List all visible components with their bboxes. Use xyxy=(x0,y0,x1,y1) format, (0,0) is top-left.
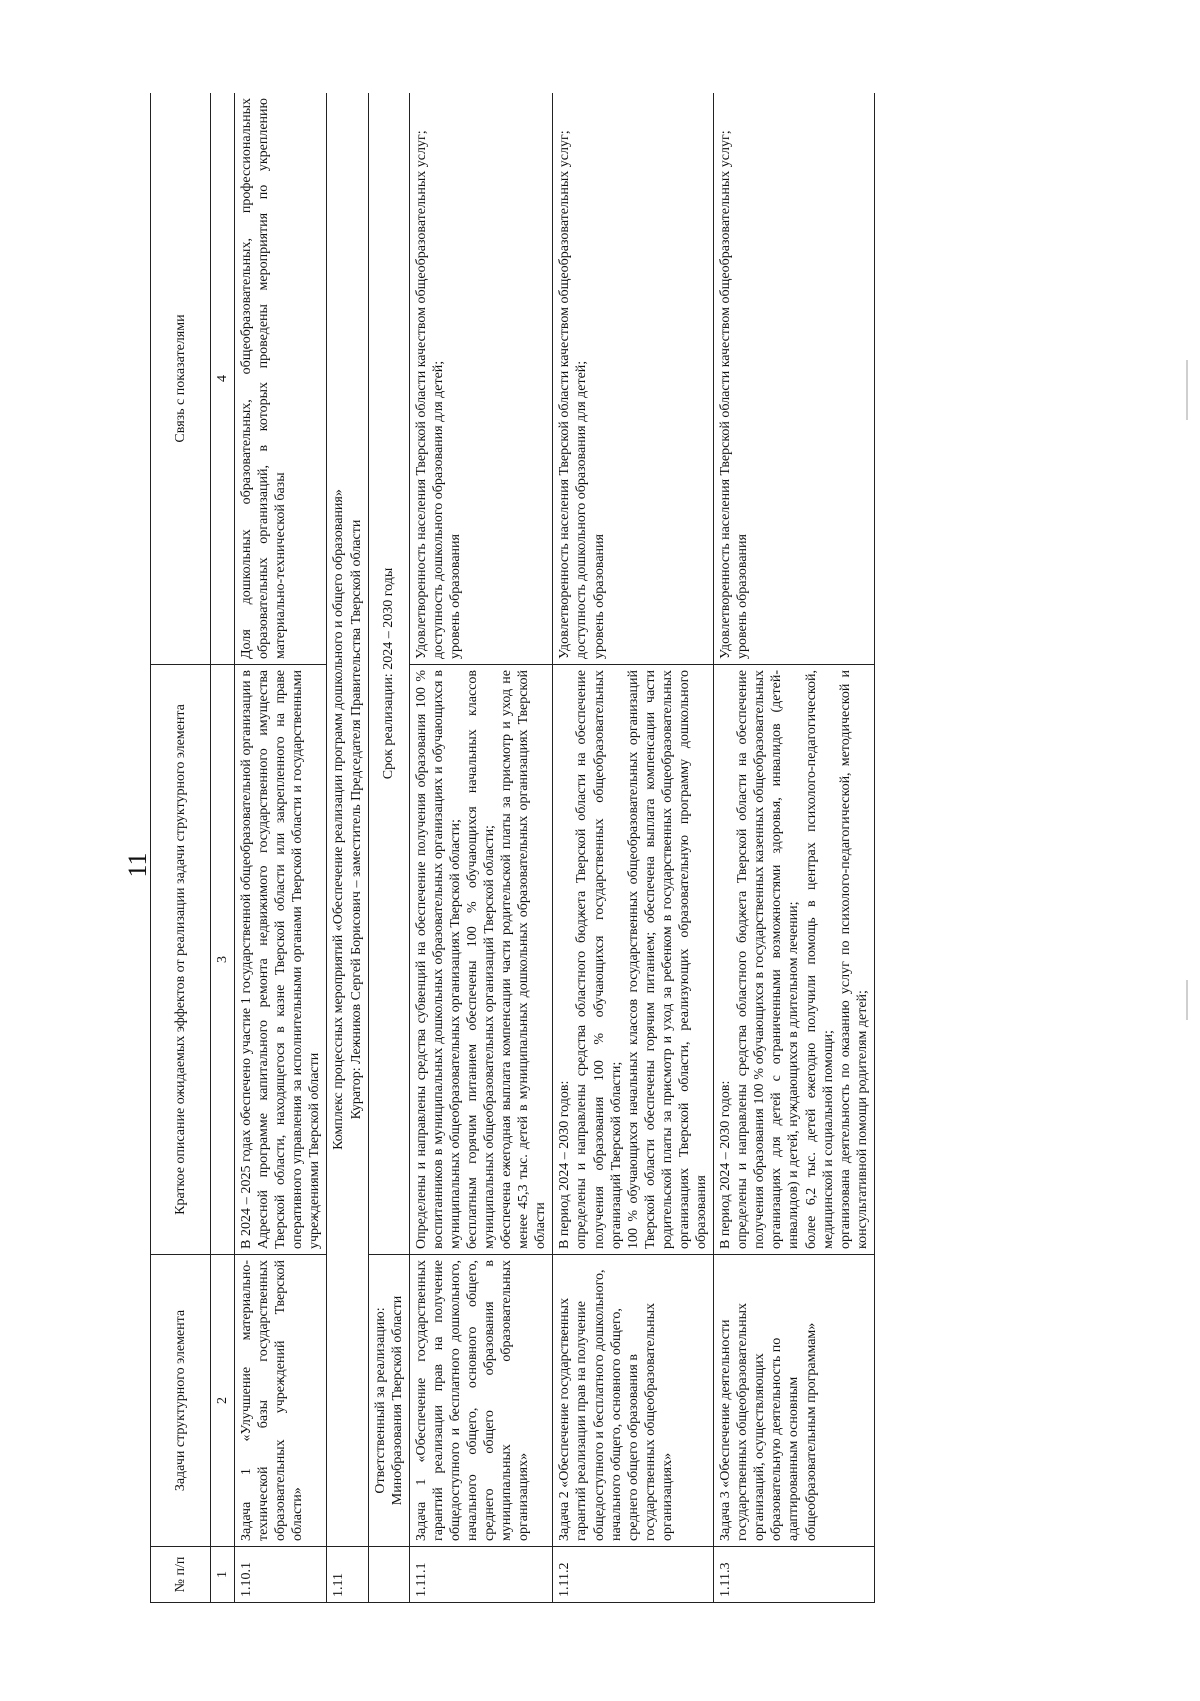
complex-title: Комплекс процессных мероприятий «Обеспечение реализации программ дошкольного и общего образования» xyxy=(331,489,347,1150)
results-table xyxy=(150,93,875,1603)
term-cell: Срок реализации: 2024 – 2030 годы xyxy=(368,93,409,1255)
section-row xyxy=(327,93,368,1603)
indicator-cell: Удовлетворенность населения Тверской области качеством общеобразовательных услуг; доступность дошкольного образования для детей; уровень образования xyxy=(553,93,714,665)
task-cell: Задача 1 «Обеспечение государственных гарантий реализации прав на получение общедоступного и бесплатного дошкольного, начального общего, основного общего, среднего общего образования в муниципальных образовательных организациях» xyxy=(409,1255,553,1547)
responsible-value: Минобразования Тверской области xyxy=(389,1295,405,1506)
row-number: 1.11.2 xyxy=(553,1547,714,1603)
header-tasks: Задачи структурного элемента xyxy=(151,1255,211,1547)
effect-cell: В 2024 – 2025 годах обеспечено участие 1 государственной общеобразовательной организации в Адресной программе капитального ремонта недвижимого государственного имущества Тверской области, находящегося в казне Тверской области или закрепленного на праве оперативного управления за исполнительными органами Тверской области и государственными учреждениями Тверской области xyxy=(235,665,327,1255)
responsible-label: Ответственный за реализацию: xyxy=(372,1307,388,1494)
table-row xyxy=(409,93,553,1603)
indicator-cell: Доля дошкольных образовательных, общеобразовательных, профессиональных образовательных организаций, в которых проведены мероприятия по укреплению материально-технической базы xyxy=(235,93,327,665)
column-number: 3 xyxy=(211,665,235,1255)
effect-cell: В период 2024 – 2030 годов: определены и направлены средства областного бюджета Тверской области на обеспечение получения образования 100 % обучающихся государственных общеобразовательных организаций Тверской области; 100 % обучающихся начальных классов государственных общеобразовательных организаций Тверской области обеспечены горячим питанием; обеспечена выплата компенсации части родительской платы за присмотр и уход за ребенком в государственных общеобразовательных организациях Тверской области, реализующих образовательную программу дошкольного образования xyxy=(553,665,714,1255)
effect-cell: В период 2024 – 2030 годов: определены и направлены средства областного бюджета Тверской области на обеспечение получения образования 100 % обучающихся в государственных казенных общеобразовательных организациях для детей с ограниченными возможностями здоровья, инвалидов (детей-инвалидов) и детей, нуждающихся в длительном лечении; более 6,2 тыс. детей ежегодно получили помощь в центрах психолого-педагогической, медицинской и социальной помощи; организована деятельность по оказанию услуг по психолого-педагогической, методической и консультативной помощи родителям детей; xyxy=(714,665,875,1255)
table-row xyxy=(714,93,875,1603)
document-area xyxy=(150,93,1200,1603)
effect-cell: Определены и направлены средства субвенций на обеспечение получения образования 100 % воспитанников в муниципальных дошкольных образовательных организациях и обучающихся в муниципальных общеобразовательных организациях Тверской области; бесплатным горячим питанием обеспечены 100 % обучающихся начальных классов муниципальных общеобразовательных организаций Тверской области; обеспечена ежегодная выплата компенсации части родительской платы за присмотр и уход не менее 45,3 тыс. детей в муниципальных дошкольных образовательных организациях Тверской области xyxy=(409,665,553,1255)
indicator-cell: Удовлетворенность населения Тверской области качеством общеобразовательных услуг; доступность дошкольного образования для детей; уровень образования xyxy=(409,93,553,665)
row-number: 1.11 xyxy=(327,1547,368,1603)
header-number: № п/п xyxy=(151,1547,211,1603)
page-number: 11 xyxy=(123,852,152,878)
header-row xyxy=(151,93,211,1603)
row-number: 1.10.1 xyxy=(235,1547,327,1603)
section-cell xyxy=(327,93,368,1547)
row-number: 1.11.3 xyxy=(714,1547,875,1603)
task-cell: Задача 3 «Обеспечение деятельности государственных общеобразовательных организаций, осуществляющих образовательную деятельность по адаптированным основным общеобразовательным программам» xyxy=(714,1255,875,1547)
row-number: 1.11.1 xyxy=(409,1547,553,1603)
curator: Куратор: Лежников Сергей Борисович – заместитель Председателя Правительства Тверской области xyxy=(348,519,364,1120)
responsible-row xyxy=(368,93,409,1603)
rotated-table-container xyxy=(150,93,1200,1603)
header-indicators: Связь с показателями xyxy=(151,93,211,665)
task-cell: Задача 1 «Улучшение материально-технической базы государственных образовательных учреждений Тверской области» xyxy=(235,1255,327,1547)
table-row xyxy=(235,93,327,1603)
empty-cell xyxy=(368,1547,409,1603)
responsible-cell xyxy=(368,1255,409,1547)
task-cell: Задача 2 «Обеспечение государственных гарантий реализации прав на получение общедоступного и бесплатного дошкольного, начального общего, основного общего, среднего общего образования в государственных общеобразовательных организациях» xyxy=(553,1255,714,1547)
indicator-cell: Удовлетворенность населения Тверской области качеством общеобразовательных услуг; уровень образования xyxy=(714,93,875,665)
column-number: 1 xyxy=(211,1547,235,1603)
column-number: 4 xyxy=(211,93,235,665)
table-row xyxy=(553,93,714,1603)
column-number-row xyxy=(211,93,235,1603)
header-effects: Краткое описание ожидаемых эффектов от реализации задачи структурного элемента xyxy=(151,665,211,1255)
column-number: 2 xyxy=(211,1255,235,1547)
